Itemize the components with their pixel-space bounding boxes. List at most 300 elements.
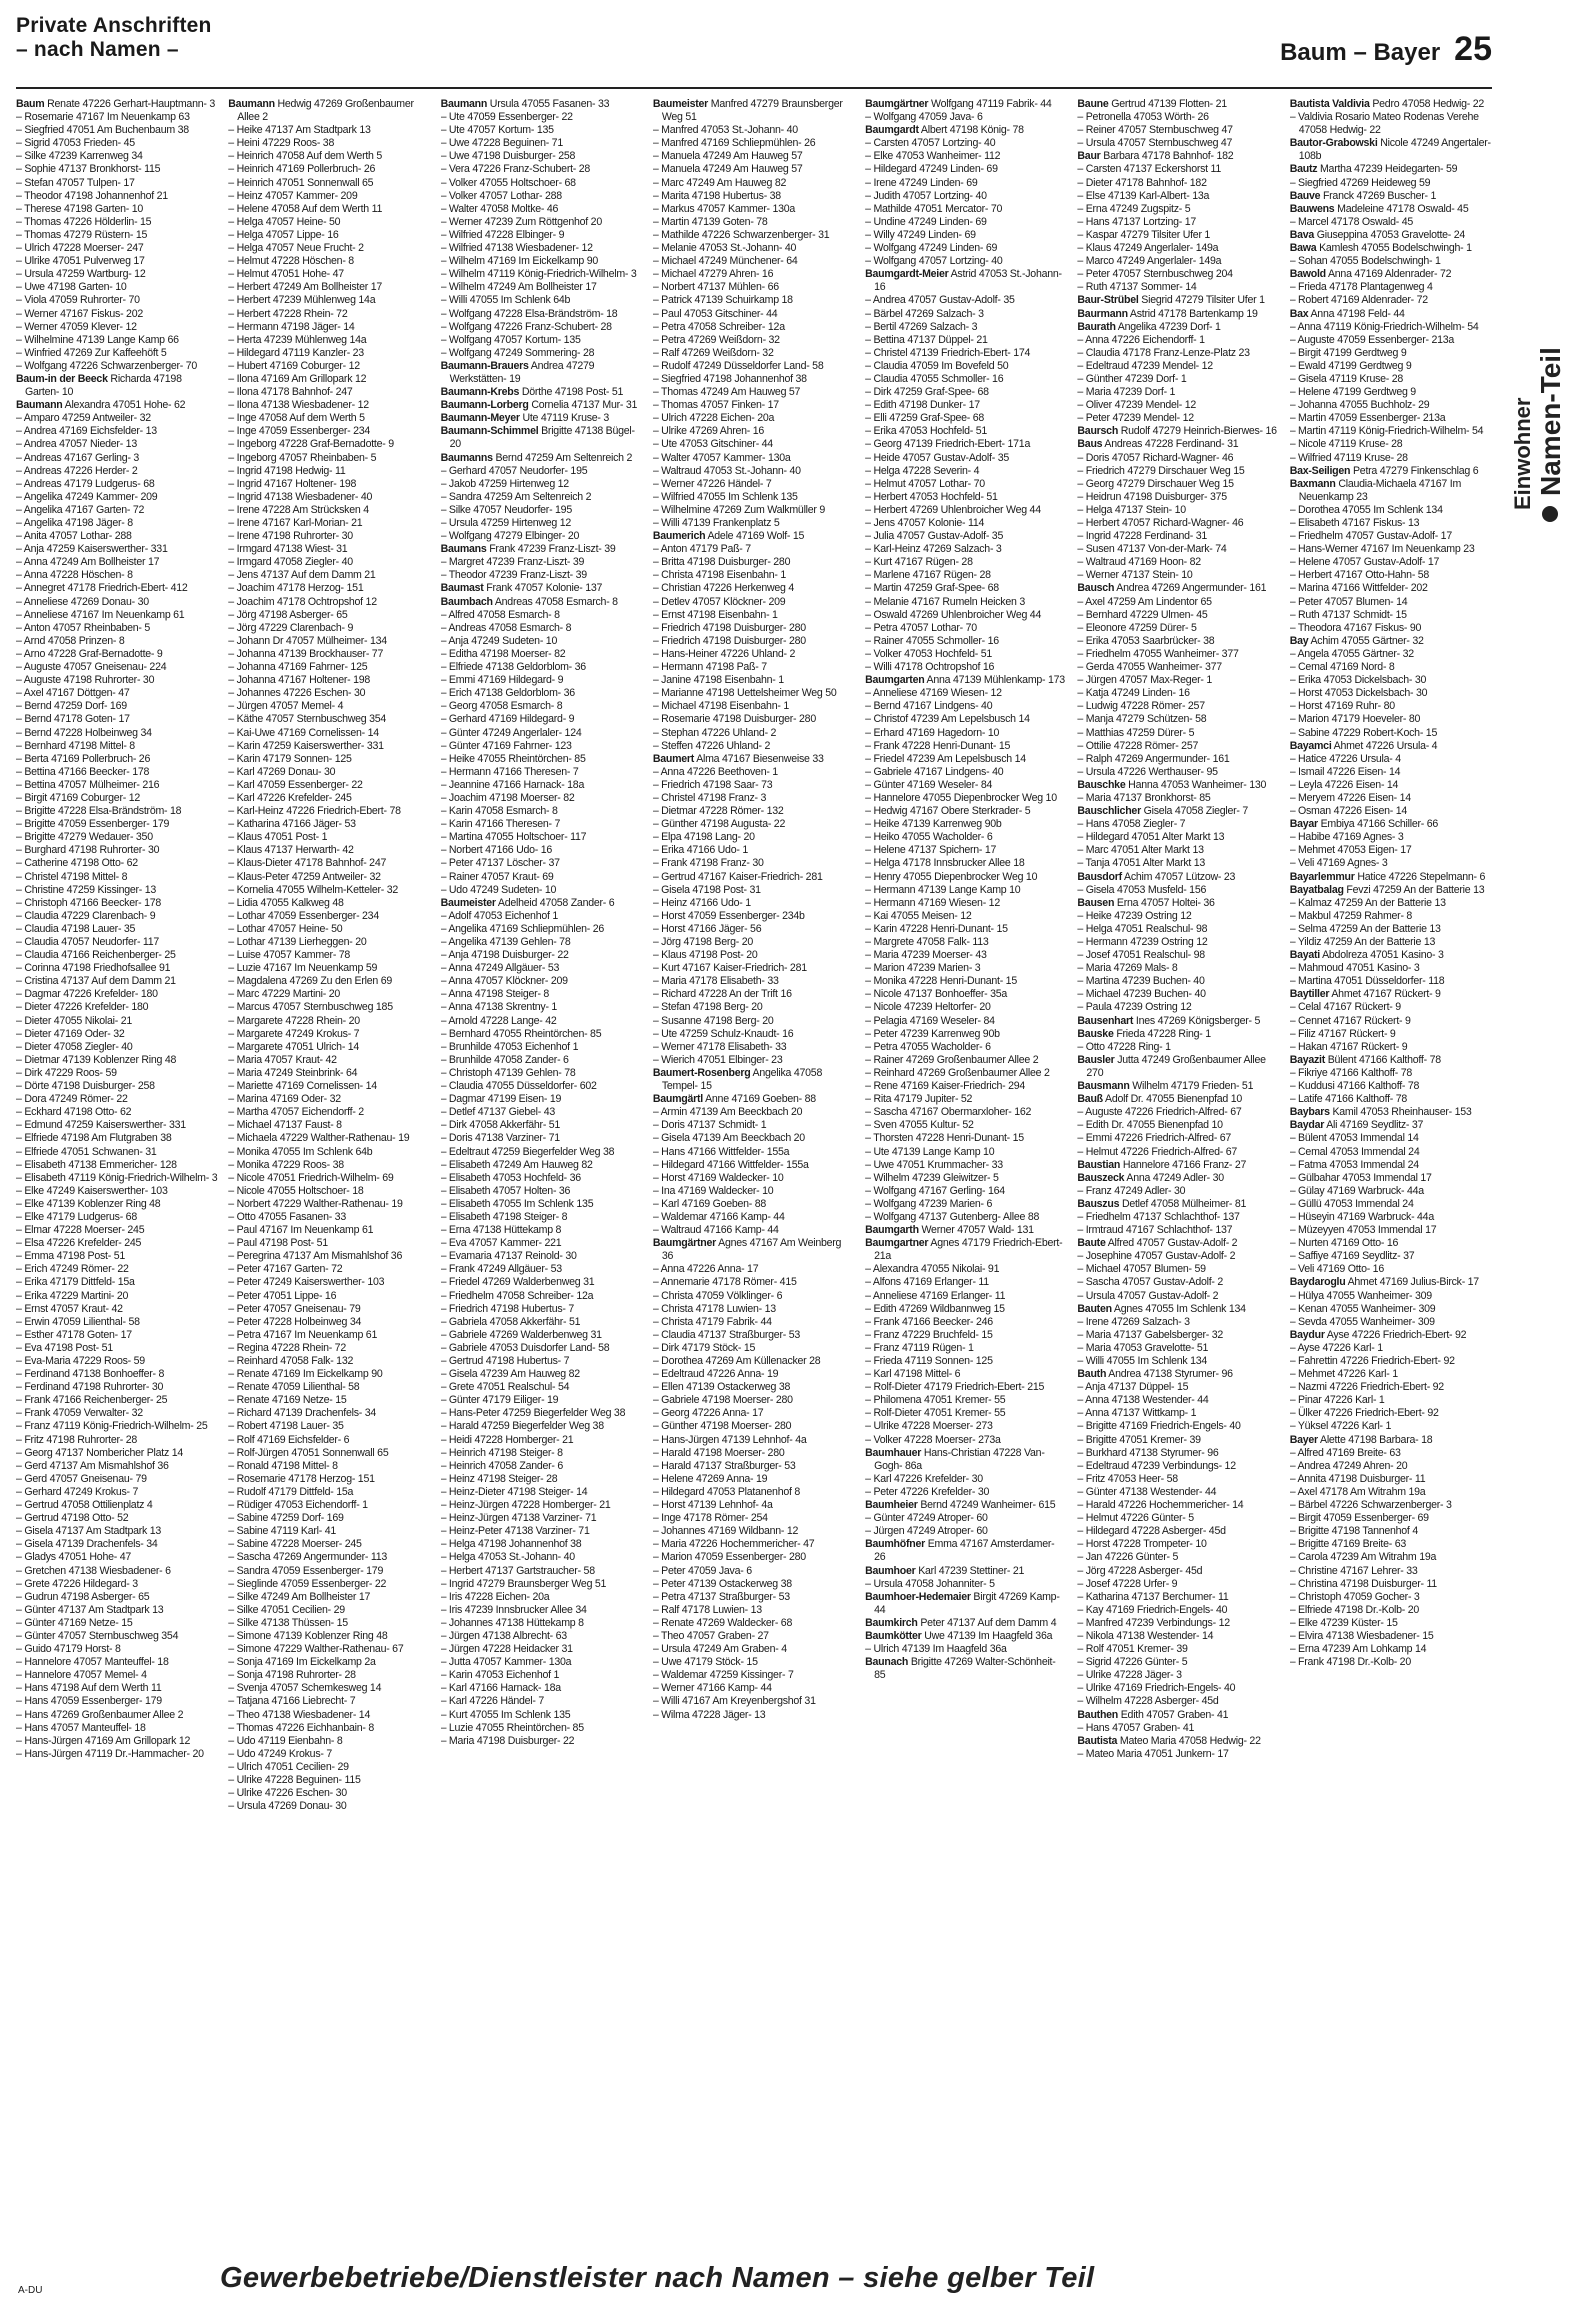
directory-entry — [865, 753, 1067, 766]
entry-details: – Hermann 47239 Ostring 12 — [1077, 936, 1208, 948]
entry-details: Andrea 47138 Styrumer- 96 — [1108, 1368, 1233, 1381]
entry-details: Andrea 47279 Werkstätten- 19 — [449, 359, 595, 385]
directory-entry — [228, 1447, 430, 1460]
entry-details: – Herbert 47137 Gartstraucher- 58 — [440, 1564, 595, 1577]
entry-details: – Brigitte 47169 Breite- 63 — [1289, 1538, 1407, 1551]
entry-details: – Rudolf 47179 Dittfeld- 15a — [228, 1485, 354, 1498]
entry-details: – Josef 47228 Urfer- 9 — [1077, 1577, 1178, 1590]
entry-details: – Alfons 47169 Erlanger- 11 — [865, 1276, 989, 1289]
entry-details: – Norbert 47166 Udo- 16 — [440, 844, 553, 857]
directory-entry — [441, 1368, 643, 1381]
directory-entry — [653, 268, 855, 281]
directory-entry — [16, 609, 218, 622]
directory-entry — [228, 857, 430, 870]
directory-entry — [16, 150, 218, 163]
directory-entry — [653, 1695, 855, 1708]
entry-details: – Claudia 47198 Lauer- 35 — [16, 922, 136, 935]
directory-entry — [228, 792, 430, 805]
directory-entry — [16, 425, 218, 438]
entry-details: – Irmtraud 47167 Schlachthof- 137 — [1077, 1224, 1233, 1237]
entry-details: – Elisabeth 47249 Am Hauweg 82 — [440, 1158, 593, 1171]
directory-entry — [441, 1695, 643, 1708]
entry-details: – Andrea 47169 Eichsfelder- 13 — [16, 425, 157, 438]
entry-details: – Gretchen 47138 Wiesbadener- 6 — [16, 1564, 171, 1577]
directory-entry — [16, 1316, 218, 1329]
entry-details: – Stefan 47198 Berg- 20 — [652, 1001, 763, 1014]
directory-entry — [1290, 1486, 1492, 1499]
entry-surname: Bauszus — [1077, 1197, 1120, 1210]
directory-entry — [653, 569, 855, 582]
entry-details: – Karl 47198 Mittel- 6 — [865, 1368, 961, 1381]
directory-entry — [1290, 1394, 1492, 1407]
directory-entry — [865, 111, 1067, 124]
entry-details: – Angelika 47198 Jäger- 8 — [16, 517, 133, 529]
directory-entry — [16, 111, 218, 124]
directory-entry — [441, 844, 643, 857]
directory-entry — [653, 1028, 855, 1041]
entry-details: – Sophie 47137 Bronkhorst- 115 — [16, 163, 161, 176]
directory-entry — [228, 1067, 430, 1080]
directory-entry — [441, 1656, 643, 1669]
entry-details: Achim 47055 Gärtner- 32 — [1310, 634, 1424, 647]
directory-entry — [1077, 530, 1279, 543]
directory-entry — [16, 190, 218, 203]
entry-details: – Annemarie 47178 Römer- 415 — [652, 1276, 797, 1289]
directory-entry — [653, 334, 855, 347]
entry-details: – Rudolf 47249 Düsseldorfer Land- 58 — [652, 359, 824, 372]
directory-entry — [228, 1525, 430, 1538]
directory-entry — [1077, 386, 1279, 399]
entry-details: – Udo 47249 Krokus- 7 — [228, 1747, 332, 1760]
entry-details: – Erika 47179 Dittfeld- 15a — [16, 1276, 135, 1289]
directory-entry — [1290, 779, 1492, 792]
entry-details: – Johanna 47055 Buchholz- 29 — [1289, 399, 1430, 412]
directory-entry — [228, 1630, 430, 1643]
directory-entry — [16, 740, 218, 753]
entry-details: – Heidi 47228 Homberger- 21 — [440, 1433, 574, 1446]
directory-entry — [441, 1172, 643, 1185]
directory-entry — [865, 543, 1067, 556]
entry-details: – Dora 47249 Römer- 22 — [16, 1093, 128, 1106]
entry-surname: Bautista Valdivia — [1289, 98, 1370, 110]
entry-details: – Ronald 47198 Mittel- 8 — [228, 1459, 338, 1472]
directory-entry — [228, 871, 430, 884]
running-head: Baum – Bayer — [1280, 39, 1441, 66]
directory-entry — [228, 1276, 430, 1289]
directory-entry — [16, 1420, 218, 1433]
directory-entry — [865, 1434, 1067, 1447]
entry-details: – Thomas 47226 Eichhanbain- 8 — [228, 1721, 374, 1734]
directory-entry — [228, 1735, 430, 1748]
entry-details: – Selma 47259 An der Batterie 13 — [1289, 922, 1441, 935]
directory-entry — [228, 478, 430, 491]
entry-details: – Karl 47166 Harnack- 18a — [440, 1682, 561, 1695]
entry-details: – Renate 47059 Lilienthal- 58 — [228, 1381, 360, 1394]
entry-details: – Günther 47239 Dorf- 1 — [1077, 372, 1187, 385]
entry-details: – Eleonore 47259 Dürer- 5 — [1077, 621, 1197, 634]
directory-entry — [228, 1578, 430, 1591]
directory-entry — [653, 360, 855, 373]
directory-entry — [1290, 478, 1492, 504]
directory-entry — [865, 1303, 1067, 1316]
directory-entry — [228, 674, 430, 687]
directory-entry — [1077, 268, 1279, 281]
directory-entry — [865, 1342, 1067, 1355]
entry-details: – Thomas 47279 Rüstern- 15 — [16, 228, 148, 241]
directory-entry — [1077, 438, 1279, 451]
entry-details: – Hermann 47198 Jäger- 14 — [228, 320, 355, 333]
directory-entry — [228, 1656, 430, 1669]
directory-entry — [865, 1591, 1067, 1617]
entry-surname: Bawold — [1289, 268, 1326, 281]
entry-details: – Marina 47169 Oder- 32 — [228, 1093, 341, 1106]
entry-details: – Esther 47178 Goten- 17 — [16, 1328, 132, 1341]
directory-entry — [1290, 1263, 1492, 1276]
directory-entry — [653, 1054, 855, 1067]
entry-details: – Michael 47249 Münchener- 64 — [652, 255, 798, 268]
directory-entry — [1290, 386, 1492, 399]
directory-entry — [228, 1551, 430, 1564]
directory-entry — [1077, 1525, 1279, 1538]
entry-details: – Maria 47269 Mals- 8 — [1077, 962, 1178, 975]
directory-entry — [653, 1093, 855, 1106]
directory-entry — [228, 962, 430, 975]
entry-details: – Christa 47059 Völklinger- 6 — [652, 1289, 783, 1302]
entry-details: – Harald 47259 Biegerfelder Weg 38 — [440, 1420, 604, 1433]
entry-details: – Arnold 47228 Lange- 42 — [440, 1014, 557, 1027]
entry-details: Embiya 47166 Schiller- 66 — [1320, 818, 1439, 831]
entry-surname: Bauske — [1077, 1027, 1114, 1040]
entry-details: – Margrete 47058 Falk- 113 — [865, 936, 989, 948]
entry-details: – Oliver 47239 Mendel- 12 — [1077, 399, 1197, 412]
entry-details: – Carsten 47137 Eckershorst 11 — [1077, 163, 1222, 176]
directory-entry — [16, 1669, 218, 1682]
entry-surname: Bawa — [1289, 242, 1317, 255]
entry-details: – Bernd 47167 Lindgens- 40 — [865, 700, 993, 713]
entry-details: – Ursula 47058 Johanniter- 5 — [865, 1577, 995, 1590]
side-tab — [1500, 270, 1580, 530]
entry-surname: Bausen — [1077, 896, 1115, 909]
directory-entry — [1290, 242, 1492, 255]
entry-details: – Heiko 47055 Wacholder- 6 — [865, 831, 993, 844]
entry-details: – Emmi 47169 Hildegard- 9 — [440, 674, 564, 687]
directory-entry — [16, 465, 218, 478]
directory-column — [1077, 98, 1279, 2246]
entry-details: Frieda 47228 Ring- 1 — [1116, 1027, 1211, 1040]
entry-details: – Hildegard 47228 Asberger- 45d — [1077, 1525, 1226, 1538]
directory-entry — [1077, 975, 1279, 988]
entry-details: – Habibe 47169 Agnes- 3 — [1289, 831, 1404, 844]
entry-details: – Helene 47057 Gustav-Adolf- 17 — [1289, 556, 1440, 569]
entry-details: – Iris 47239 Innsbrucker Allee 34 — [440, 1603, 587, 1616]
entry-details: – Maria 47239 Dorf- 1 — [1077, 386, 1176, 399]
entry-details: – Marc 47249 Am Hauweg 82 — [652, 176, 787, 189]
directory-entry — [228, 425, 430, 438]
entry-details: – Mehmet 47226 Karl- 1 — [1289, 1368, 1398, 1381]
entry-details: – Irene 47228 Am Strücksken 4 — [228, 503, 369, 516]
directory-entry — [1290, 962, 1492, 975]
entry-details: – Britta 47198 Duisburger- 280 — [652, 556, 791, 569]
entry-details: – Martin 47139 Goten- 78 — [652, 215, 768, 228]
directory-entry — [16, 779, 218, 792]
directory-entry — [1077, 1316, 1279, 1329]
directory-entry — [1077, 962, 1279, 975]
entry-details: – Brigitte 47169 Friedrich-Engels- 40 — [1077, 1420, 1241, 1433]
entry-details: – Elsa 47226 Krefelder- 245 — [16, 1237, 142, 1250]
entry-details: Alfred 47057 Gustav-Adolf- 2 — [1107, 1237, 1238, 1250]
entry-surname: Baute — [1077, 1237, 1106, 1250]
directory-entry — [653, 1041, 855, 1054]
entry-details: – Ruth 47137 Schmidt- 15 — [1289, 608, 1407, 621]
entry-details: – Günther 47198 Moerser- 280 — [652, 1420, 792, 1433]
directory-entry — [228, 1041, 430, 1054]
entry-details: Adelheid 47058 Zander- 6 — [497, 896, 615, 909]
entry-details: – Anton 47179 Paß- 7 — [652, 543, 751, 556]
directory-entry — [16, 242, 218, 255]
entry-details: Erna 47057 Holtei- 36 — [1116, 896, 1215, 909]
entry-details: – Saffiye 47169 Seydlitz- 37 — [1289, 1250, 1415, 1263]
entry-details: – Melanie 47167 Rumeln Heicken 3 — [865, 595, 1025, 608]
entry-details: – Friedhelm 47137 Schlachthof- 137 — [1077, 1210, 1240, 1223]
entry-details: – Cemal 47169 Nord- 8 — [1289, 661, 1395, 674]
directory-entry — [1077, 582, 1279, 595]
entry-surname: Baumgärtner — [865, 98, 929, 110]
directory-entry — [16, 569, 218, 582]
directory-entry — [1290, 1316, 1492, 1329]
directory-entry — [1077, 1381, 1279, 1394]
directory-entry — [16, 321, 218, 334]
entry-details: – Frank 47059 Verwalter- 32 — [16, 1407, 143, 1420]
entry-details: – Bernhard 47055 Rheintörchen- 85 — [440, 1027, 602, 1040]
side-tab-graphic — [1500, 270, 1580, 530]
entry-details: – Ralph 47269 Angermunder- 161 — [1077, 752, 1230, 765]
entry-details: – Erich 47138 Geldorblom- 36 — [440, 687, 575, 700]
entry-details: – Meryem 47226 Eisen- 14 — [1289, 791, 1411, 804]
directory-entry — [16, 1735, 218, 1748]
entry-details: Edith 47057 Graben- 41 — [1120, 1708, 1229, 1721]
entry-details: – Günther 47198 Augusta- 22 — [652, 818, 786, 831]
entry-details: – Wierich 47051 Elbinger- 23 — [652, 1053, 783, 1066]
entry-details: – Richard 47228 An der Trift 16 — [652, 988, 792, 1001]
directory-entry — [441, 1028, 643, 1041]
directory-entry — [653, 1486, 855, 1499]
side-tab-line2: Namen-Teil — [1535, 347, 1566, 496]
directory-entry — [228, 1774, 430, 1787]
entry-details: – Helene 47269 Anna- 19 — [652, 1472, 768, 1485]
entry-details: Adele 47169 Wolf- 15 — [707, 530, 805, 543]
entry-details: – Theodora 47167 Fiskus- 90 — [1289, 621, 1422, 634]
entry-surname: Bauschlicher — [1077, 805, 1141, 818]
entry-details: – Volker 47057 Lothar- 288 — [440, 189, 562, 202]
directory-entry — [228, 543, 430, 556]
directory-entry — [228, 150, 430, 163]
entry-details: Frank 47239 Franz-Liszt- 39 — [489, 543, 616, 556]
entry-details: – Franz 47229 Bruchfeld- 15 — [865, 1328, 993, 1341]
directory-entry — [653, 661, 855, 674]
entry-details: – Adolf 47053 Eichenhof 1 — [440, 909, 559, 922]
directory-entry — [441, 255, 643, 268]
directory-entry — [16, 923, 218, 936]
entry-surname: Baursch — [1077, 425, 1119, 438]
entry-details: – Sandra 47059 Essenberger- 179 — [228, 1564, 384, 1577]
entry-details: – Kurt 47055 Im Schlenk 135 — [440, 1708, 571, 1721]
entry-details: Petra 47279 Finkenschlag 6 — [1352, 464, 1479, 477]
entry-details: – Uwe 47198 Garten- 10 — [16, 281, 127, 294]
entry-details: – Mehmet 47053 Eigen- 17 — [1289, 844, 1412, 857]
entry-details: – Horst 47169 Ruhr- 80 — [1289, 700, 1395, 713]
directory-entry — [865, 399, 1067, 412]
entry-surname: Bayatbalag — [1289, 883, 1344, 896]
directory-entry — [441, 1237, 643, 1250]
entry-details: – Paul 47167 Im Neuenkamp 61 — [228, 1224, 374, 1237]
directory-entry — [1290, 1211, 1492, 1224]
directory-entry — [16, 255, 218, 268]
entry-details: Wolfgang 47119 Fabrik- 44 — [931, 98, 1052, 110]
entry-details: – Ingeborg 47057 Rheinbaben- 5 — [228, 451, 377, 464]
entry-details: – Iris 47228 Eichen- 20a — [440, 1590, 550, 1603]
entry-details: – Claudia 47055 Düsseldorfer- 602 — [440, 1080, 597, 1093]
directory-entry — [228, 884, 430, 897]
directory-entry — [1290, 884, 1492, 897]
entry-details: – Monika 47228 Henri-Dunant- 15 — [865, 975, 1017, 988]
directory-entry — [228, 216, 430, 229]
entry-details: – Dorothea 47055 Im Schlenk 134 — [1289, 503, 1443, 516]
entry-details: – Hans-Jürgen 47139 Lehnhof- 4a — [652, 1433, 807, 1446]
directory-entry — [865, 805, 1067, 818]
directory-entry — [653, 818, 855, 831]
directory-entry — [1290, 425, 1492, 438]
entry-details: – Thomas 47226 Hölderlin- 15 — [16, 215, 152, 228]
entry-details: – Christine 47167 Lehrer- 33 — [1289, 1564, 1418, 1577]
entry-details: – Else 47139 Karl-Albert- 13a — [1077, 189, 1210, 202]
entry-details: – Angelika 47249 Kammer- 209 — [16, 490, 158, 503]
directory-entry — [865, 1015, 1067, 1028]
entry-details: Siegrid 47279 Tilsiter Ufer 1 — [1141, 294, 1265, 307]
directory-entry — [1077, 1185, 1279, 1198]
entry-details: Alexandra 47051 Hohe- 62 — [64, 399, 186, 412]
entry-details: – Katharina 47137 Berchumer- 11 — [1077, 1590, 1229, 1603]
entry-surname: Baumgardt-Meier — [865, 268, 949, 281]
entry-details: – Claudia 47178 Franz-Lenze-Platz 23 — [1077, 346, 1250, 359]
entry-details: – Peter 47239 Karrenweg 90b — [865, 1027, 1000, 1040]
entry-details: – Lothar 47139 Lierheggen- 20 — [228, 936, 367, 948]
entry-details: – Werner 47178 Elisabeth- 33 — [652, 1040, 787, 1053]
directory-entry — [441, 635, 643, 648]
directory-entry — [653, 1643, 855, 1656]
entry-surname: Bauth — [1077, 1368, 1107, 1381]
directory-entry — [865, 1538, 1067, 1564]
section-title-line1: Private Anschriften — [16, 14, 212, 37]
entry-details: – Bettina 47057 Mülheimer- 216 — [16, 778, 160, 791]
entry-details: – Luise 47057 Kammer- 78 — [228, 949, 351, 962]
directory-column — [441, 98, 643, 2246]
entry-details: – Richard 47139 Drachenfels- 34 — [228, 1407, 376, 1420]
directory-entry — [653, 622, 855, 635]
entry-details: – Hans 47269 Großenbaumer Allee 2 — [16, 1708, 184, 1721]
directory-entry — [441, 465, 643, 478]
directory-entry — [1290, 1303, 1492, 1316]
entry-details: – Hubert 47169 Coburger- 12 — [228, 359, 360, 372]
entry-details: – Axel 47178 Am Witrahm 19a — [1289, 1485, 1426, 1498]
directory-entry — [1290, 1447, 1492, 1460]
entry-details: – Heinz-Dieter 47198 Steiger- 14 — [440, 1485, 588, 1498]
entry-details: Barbara 47178 Bahnhof- 182 — [1103, 150, 1234, 163]
directory-entry — [16, 268, 218, 281]
directory-entry — [441, 1538, 643, 1551]
directory-entry — [1077, 137, 1279, 150]
directory-entry — [1077, 884, 1279, 897]
entry-details: – Anna 47057 Klöckner- 209 — [440, 975, 568, 988]
directory-entry — [653, 988, 855, 1001]
entry-details: – Brigitte 47059 Essenberger- 179 — [16, 818, 170, 831]
entry-details: – Bernd 47228 Holbeinweg 34 — [16, 726, 152, 739]
directory-entry — [228, 491, 430, 504]
entry-details: – Osman 47226 Eisen- 14 — [1289, 805, 1408, 818]
directory-entry — [441, 648, 643, 661]
entry-details: – Nazmi 47226 Friedrich-Ebert- 92 — [1289, 1381, 1444, 1394]
directory-entry — [1290, 517, 1492, 530]
entry-details: – Anita 47057 Lothar- 288 — [16, 530, 132, 543]
directory-entry — [228, 452, 430, 465]
directory-entry — [653, 844, 855, 857]
directory-entry — [1077, 569, 1279, 582]
entry-details: – Marcus 47057 Sternbuschweg 185 — [228, 1001, 393, 1014]
entry-details: Manfred 47279 Braunsberger Weg 51 — [661, 98, 843, 124]
directory-entry — [228, 1093, 430, 1106]
directory-entry — [1290, 1080, 1492, 1093]
entry-details: – Heini 47229 Roos- 38 — [228, 137, 335, 150]
directory-entry — [1077, 360, 1279, 373]
directory-entry — [653, 321, 855, 334]
entry-details: – Wolfgang 47167 Gerling- 164 — [865, 1184, 1005, 1197]
entry-details: – Ilona 47169 Am Grillopark 12 — [228, 372, 367, 385]
entry-details: – Alfred 47169 Breite- 63 — [1289, 1446, 1401, 1459]
entry-surname: Baumann — [228, 98, 275, 110]
entry-details: – Friedrich 47198 Duisburger- 280 — [652, 634, 806, 647]
entry-surname: Baumert — [652, 752, 695, 765]
directory-entry — [228, 1198, 430, 1211]
directory-entry — [16, 1041, 218, 1054]
directory-entry — [228, 465, 430, 478]
entry-details: – Ottilie 47228 Römer- 257 — [1077, 739, 1199, 752]
directory-entry — [228, 203, 430, 216]
directory-entry — [653, 962, 855, 975]
entry-details: – Müzeyyen 47053 Immendal 17 — [1289, 1224, 1437, 1237]
directory-entry — [228, 831, 430, 844]
entry-details: – Jürgen 47249 Atroper- 60 — [865, 1525, 988, 1538]
entry-details: – Marion 47239 Marien- 3 — [865, 962, 981, 975]
entry-details: – Helene 47058 Auf dem Werth 11 — [228, 202, 383, 215]
directory-entry — [441, 857, 643, 870]
directory-entry — [228, 1434, 430, 1447]
entry-details: – Helmut 47057 Lothar- 70 — [865, 477, 985, 490]
directory-entry — [228, 897, 430, 910]
entry-details: – Werner 47166 Kamp- 44 — [652, 1682, 772, 1695]
entry-details: – Heike 47055 Rheintörchen- 85 — [440, 752, 586, 765]
directory-entry — [1077, 1735, 1279, 1748]
directory-entry — [865, 530, 1067, 543]
entry-details: – Maria 47178 Elisabeth- 33 — [652, 975, 779, 988]
entry-details: – Gertrud 47058 Ottilienplatz 4 — [16, 1499, 153, 1512]
directory-entry — [653, 1499, 855, 1512]
directory-entry — [228, 1001, 430, 1014]
directory-entry — [1290, 1525, 1492, 1538]
directory-entry — [865, 713, 1067, 726]
entry-details: – Pelagia 47169 Weseler- 84 — [865, 1014, 995, 1027]
entry-details: – Rene 47169 Kaiser-Friedrich- 294 — [865, 1080, 1026, 1093]
directory-entry — [16, 530, 218, 543]
entry-surname: Bausmann — [1077, 1080, 1130, 1093]
